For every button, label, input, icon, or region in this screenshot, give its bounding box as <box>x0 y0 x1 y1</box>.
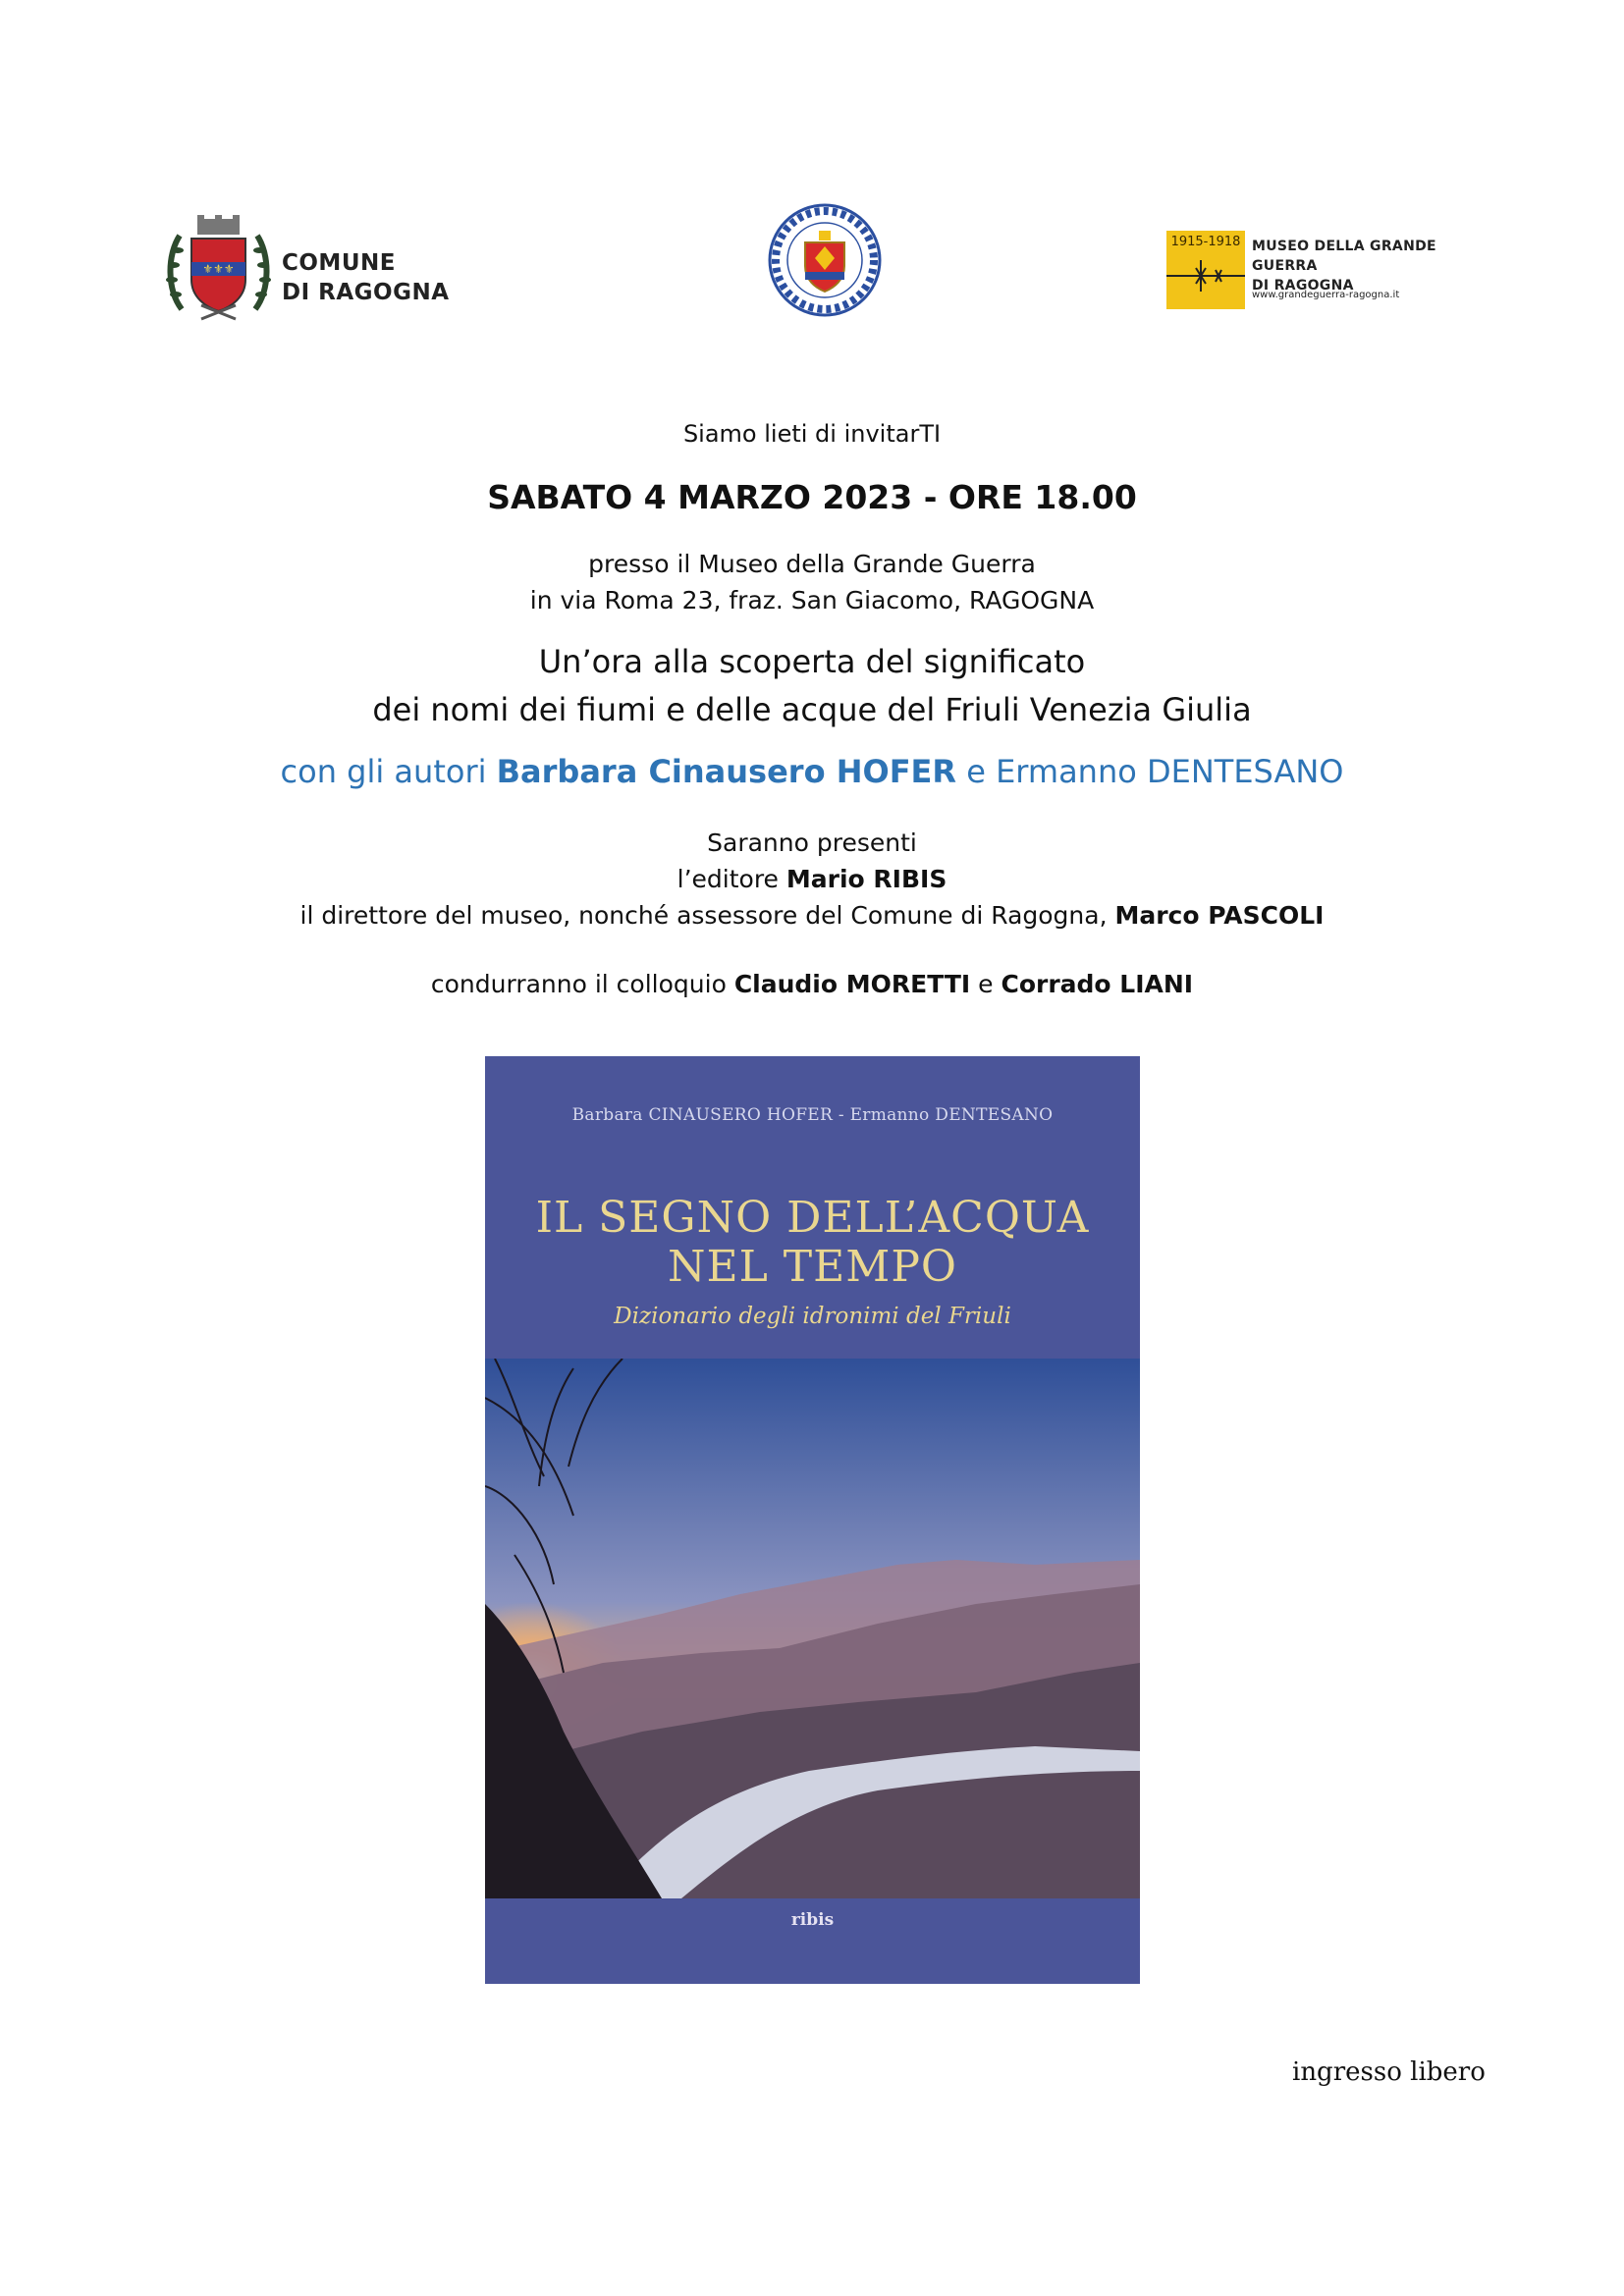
director-name: Marco PASCOLI <box>1114 901 1325 930</box>
book-title <box>485 1194 1140 1292</box>
book-title-line1: IL SEGNO DELL’ACQUA <box>535 1193 1090 1243</box>
conductor-2: Corrado LIANI <box>1001 970 1194 998</box>
invite-text: Siamo lieti di invitarTI <box>682 420 942 448</box>
book-cover <box>485 1056 1140 1984</box>
comune-crest-icon <box>162 211 275 329</box>
conductor-1: Claudio MORETTI <box>733 970 971 998</box>
landscape-photo <box>485 1359 1140 1898</box>
free-entry-note: ingresso libero <box>1292 2057 1486 2087</box>
museo-badge <box>1166 231 1245 309</box>
author-2: Ermanno DENTESANO <box>996 753 1344 790</box>
comune-line1: COMUNE <box>282 250 396 276</box>
presenti-block <box>0 825 1624 934</box>
museo-title <box>1252 237 1471 295</box>
book-subtitle: Dizionario degli idronimi del Friuli <box>614 1304 1011 1329</box>
book-authors: Barbara CINAUSERO HOFER - Ermanno DENTESANO <box>571 1105 1054 1125</box>
conduct-line <box>0 970 1624 998</box>
editor-name: Mario RIBIS <box>785 865 947 893</box>
museo-logo <box>1166 231 1471 309</box>
museo-line1: MUSEO DELLA GRANDE GUERRA <box>1252 239 1436 274</box>
comune-logo <box>162 211 457 329</box>
event-title <box>0 638 1624 734</box>
director-line <box>0 897 1624 934</box>
presenti-line1: Saranno presenti <box>707 828 917 857</box>
event-place <box>0 546 1624 618</box>
author-1: Barbara Cinausero HOFER <box>496 753 957 790</box>
svg-text:⚜⚜⚜: ⚜⚜⚜ <box>202 262 235 276</box>
comune-line2: DI RAGOGNA <box>282 280 450 305</box>
director-prefix: il direttore del museo, nonché assessore del Comune di Ragogna, <box>299 901 1115 930</box>
museo-url: www.grandeguerra-ragogna.it <box>1252 290 1400 300</box>
place-line1: presso il Museo della Grande Guerra <box>588 550 1036 578</box>
logo-row <box>0 201 1624 329</box>
title-line2: dei nomi dei fiumi e delle acque del Friuli Venezia Giulia <box>372 691 1252 728</box>
event-date: SABATO 4 MARZO 2023 - ORE 18.00 <box>487 478 1137 516</box>
museo-line2: DI RAGOGNA <box>1252 278 1354 294</box>
authors-conj: e <box>956 753 997 790</box>
conduct-conj: e <box>970 970 1001 998</box>
museo-years: 1915-1918 <box>1170 235 1241 249</box>
authors-line <box>0 753 1624 790</box>
pro-loco-seal-icon <box>766 201 884 319</box>
barbed-wire-icon <box>1166 231 1245 309</box>
authors-prefix: con gli autori <box>280 753 497 790</box>
conduct-prefix: condurranno il colloquio <box>430 970 734 998</box>
comune-name <box>282 248 450 307</box>
title-line1: Un’ora alla scoperta del significato <box>538 643 1086 680</box>
editor-prefix: l’editore <box>677 865 786 893</box>
book-title-line2: NEL TEMPO <box>667 1242 958 1292</box>
place-line2: in via Roma 23, fraz. San Giacomo, RAGOGNA <box>529 586 1095 614</box>
editor-line <box>0 861 1624 897</box>
book-publisher: ribis <box>790 1910 835 1930</box>
